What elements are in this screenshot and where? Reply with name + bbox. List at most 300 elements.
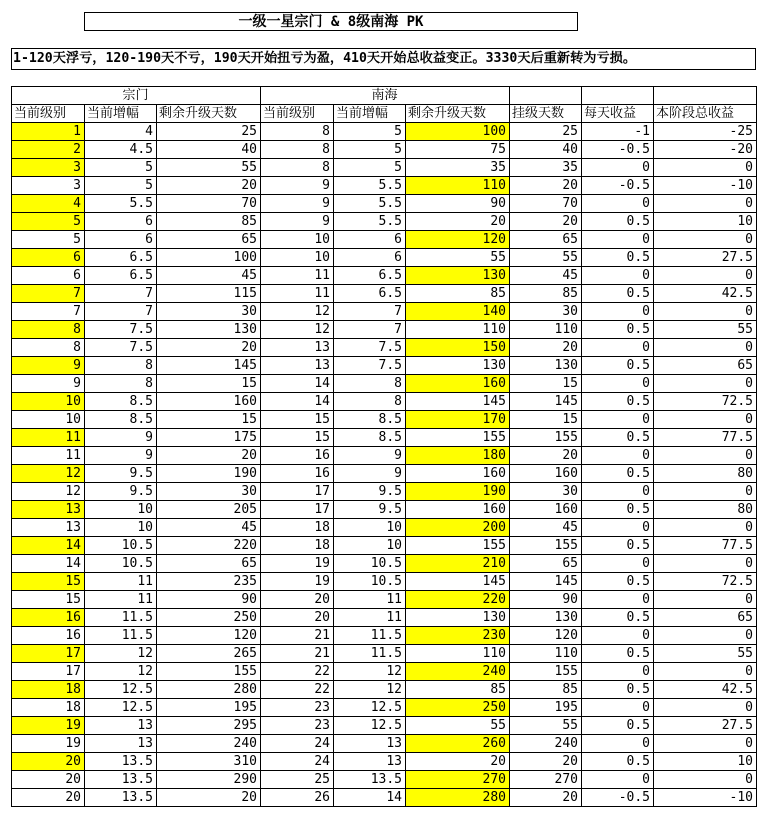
table-cell[interactable]: 7: [334, 303, 406, 321]
column-header-5[interactable]: 剩余升级天数: [406, 105, 510, 123]
table-cell[interactable]: 15: [12, 591, 85, 609]
table-cell[interactable]: 9.5: [334, 501, 406, 519]
table-cell[interactable]: 11.5: [334, 645, 406, 663]
table-cell[interactable]: 0: [654, 555, 757, 573]
column-header-7[interactable]: 每天收益: [582, 105, 654, 123]
table-cell[interactable]: 11: [85, 573, 157, 591]
table-cell[interactable]: 75: [406, 141, 510, 159]
table-cell[interactable]: 14: [261, 393, 334, 411]
table-cell[interactable]: 11: [12, 429, 85, 447]
table-cell[interactable]: 40: [510, 141, 582, 159]
table-cell[interactable]: 210: [406, 555, 510, 573]
table-cell[interactable]: 10: [261, 231, 334, 249]
table-cell[interactable]: 8: [334, 375, 406, 393]
table-cell[interactable]: 20: [510, 177, 582, 195]
table-cell[interactable]: 7: [85, 285, 157, 303]
table-cell[interactable]: 0: [582, 411, 654, 429]
table-cell[interactable]: 0: [654, 699, 757, 717]
table-cell[interactable]: 20: [261, 609, 334, 627]
table-cell[interactable]: 20: [510, 447, 582, 465]
table-cell[interactable]: 155: [157, 663, 261, 681]
table-cell[interactable]: 16: [261, 447, 334, 465]
table-cell[interactable]: 0: [582, 267, 654, 285]
table-cell[interactable]: 20: [406, 753, 510, 771]
table-cell[interactable]: 11.5: [85, 627, 157, 645]
table-cell[interactable]: 280: [157, 681, 261, 699]
table-cell[interactable]: 55: [654, 321, 757, 339]
table-cell[interactable]: 17: [261, 483, 334, 501]
table-cell[interactable]: 110: [406, 645, 510, 663]
table-cell[interactable]: 0: [582, 735, 654, 753]
table-cell[interactable]: 19: [261, 573, 334, 591]
table-cell[interactable]: 30: [157, 483, 261, 501]
table-cell[interactable]: 6.5: [334, 285, 406, 303]
table-cell[interactable]: 0.5: [582, 573, 654, 591]
table-cell[interactable]: 155: [406, 429, 510, 447]
table-cell[interactable]: 0.5: [582, 501, 654, 519]
table-cell[interactable]: 10.5: [334, 555, 406, 573]
table-cell[interactable]: 7.5: [334, 339, 406, 357]
table-cell[interactable]: 0: [654, 771, 757, 789]
table-cell[interactable]: 0.5: [582, 429, 654, 447]
table-cell[interactable]: 0.5: [582, 681, 654, 699]
group-sect-header[interactable]: 宗门: [12, 87, 261, 105]
table-cell[interactable]: 55: [406, 717, 510, 735]
table-cell[interactable]: 20: [157, 447, 261, 465]
table-cell[interactable]: -0.5: [582, 789, 654, 807]
table-cell[interactable]: 18: [261, 537, 334, 555]
table-cell[interactable]: 15: [261, 429, 334, 447]
table-cell[interactable]: 16: [261, 465, 334, 483]
table-cell[interactable]: 155: [510, 537, 582, 555]
table-cell[interactable]: 145: [510, 573, 582, 591]
table-cell[interactable]: 6: [85, 231, 157, 249]
table-cell[interactable]: 9: [12, 357, 85, 375]
table-cell[interactable]: 0: [654, 627, 757, 645]
table-cell[interactable]: 130: [406, 357, 510, 375]
table-cell[interactable]: 110: [510, 645, 582, 663]
table-cell[interactable]: 22: [261, 681, 334, 699]
table-cell[interactable]: 130: [510, 357, 582, 375]
table-cell[interactable]: 0: [654, 195, 757, 213]
table-cell[interactable]: 55: [654, 645, 757, 663]
table-cell[interactable]: 5.5: [85, 195, 157, 213]
table-cell[interactable]: 3: [12, 177, 85, 195]
table-cell[interactable]: 10: [334, 519, 406, 537]
table-cell[interactable]: 27.5: [654, 249, 757, 267]
table-cell[interactable]: 14: [12, 537, 85, 555]
table-cell[interactable]: 7: [334, 321, 406, 339]
table-cell[interactable]: 120: [406, 231, 510, 249]
table-cell[interactable]: 230: [406, 627, 510, 645]
table-cell[interactable]: 0.5: [582, 537, 654, 555]
table-cell[interactable]: 30: [510, 303, 582, 321]
group-sea-header[interactable]: 南海: [261, 87, 510, 105]
table-cell[interactable]: 13: [261, 357, 334, 375]
table-cell[interactable]: 0.5: [582, 717, 654, 735]
table-cell[interactable]: 0.5: [582, 645, 654, 663]
table-cell[interactable]: 1: [12, 123, 85, 141]
table-cell[interactable]: 5: [334, 141, 406, 159]
table-cell[interactable]: -10: [654, 789, 757, 807]
table-cell[interactable]: 120: [157, 627, 261, 645]
table-cell[interactable]: 14: [334, 789, 406, 807]
table-cell[interactable]: 10.5: [85, 537, 157, 555]
table-cell[interactable]: 0.5: [582, 213, 654, 231]
table-cell[interactable]: 20: [157, 789, 261, 807]
table-cell[interactable]: 19: [261, 555, 334, 573]
table-cell[interactable]: 55: [510, 717, 582, 735]
table-cell[interactable]: 190: [157, 465, 261, 483]
table-cell[interactable]: 6.5: [85, 267, 157, 285]
table-cell[interactable]: 7.5: [85, 321, 157, 339]
table-cell[interactable]: 70: [157, 195, 261, 213]
table-cell[interactable]: 40: [157, 141, 261, 159]
column-header-3[interactable]: 当前级别: [261, 105, 334, 123]
table-cell[interactable]: 145: [406, 393, 510, 411]
table-cell[interactable]: 85: [510, 681, 582, 699]
table-cell[interactable]: 280: [406, 789, 510, 807]
table-cell[interactable]: 11: [334, 609, 406, 627]
table-cell[interactable]: 65: [157, 555, 261, 573]
table-cell[interactable]: 11.5: [334, 627, 406, 645]
table-cell[interactable]: 12.5: [334, 717, 406, 735]
table-cell[interactable]: 8.5: [334, 411, 406, 429]
table-cell[interactable]: 16: [12, 609, 85, 627]
table-cell[interactable]: 235: [157, 573, 261, 591]
table-cell[interactable]: 8: [261, 123, 334, 141]
table-cell[interactable]: 160: [510, 465, 582, 483]
table-cell[interactable]: 22: [261, 663, 334, 681]
table-cell[interactable]: 0: [582, 699, 654, 717]
sheet-title[interactable]: 一级一星宗门 & 8级南海 PK: [84, 12, 578, 31]
table-cell[interactable]: 20: [510, 753, 582, 771]
table-cell[interactable]: 20: [510, 213, 582, 231]
table-cell[interactable]: 65: [654, 357, 757, 375]
table-cell[interactable]: 5.5: [334, 213, 406, 231]
table-cell[interactable]: 11: [261, 285, 334, 303]
table-cell[interactable]: 19: [12, 735, 85, 753]
table-cell[interactable]: 9: [261, 213, 334, 231]
table-cell[interactable]: 80: [654, 465, 757, 483]
column-header-2[interactable]: 剩余升级天数: [157, 105, 261, 123]
table-cell[interactable]: 12: [261, 303, 334, 321]
table-cell[interactable]: 13: [261, 339, 334, 357]
table-cell[interactable]: 110: [510, 321, 582, 339]
table-cell[interactable]: 0: [654, 735, 757, 753]
table-cell[interactable]: 250: [157, 609, 261, 627]
table-cell[interactable]: 0: [654, 303, 757, 321]
table-cell[interactable]: 0: [582, 447, 654, 465]
table-cell[interactable]: 12: [12, 465, 85, 483]
table-cell[interactable]: 155: [510, 663, 582, 681]
table-cell[interactable]: 10: [261, 249, 334, 267]
table-cell[interactable]: 17: [12, 645, 85, 663]
table-cell[interactable]: 10: [12, 393, 85, 411]
table-cell[interactable]: 150: [406, 339, 510, 357]
table-cell[interactable]: -10: [654, 177, 757, 195]
table-cell[interactable]: 220: [406, 591, 510, 609]
table-cell[interactable]: 9: [261, 195, 334, 213]
table-cell[interactable]: 15: [510, 375, 582, 393]
table-cell[interactable]: 15: [12, 573, 85, 591]
table-cell[interactable]: 85: [406, 681, 510, 699]
table-cell[interactable]: 9: [85, 429, 157, 447]
table-cell[interactable]: 145: [406, 573, 510, 591]
table-cell[interactable]: 240: [157, 735, 261, 753]
table-cell[interactable]: 8.5: [334, 429, 406, 447]
table-cell[interactable]: 0: [582, 159, 654, 177]
table-cell[interactable]: 110: [406, 321, 510, 339]
table-cell[interactable]: 9: [12, 375, 85, 393]
table-cell[interactable]: 12: [12, 483, 85, 501]
table-cell[interactable]: 5: [12, 213, 85, 231]
table-cell[interactable]: -1: [582, 123, 654, 141]
table-cell[interactable]: 45: [510, 267, 582, 285]
table-cell[interactable]: 5: [85, 177, 157, 195]
table-cell[interactable]: 80: [654, 501, 757, 519]
table-cell[interactable]: 30: [510, 483, 582, 501]
table-cell[interactable]: 250: [406, 699, 510, 717]
table-cell[interactable]: 13: [334, 735, 406, 753]
table-cell[interactable]: 90: [406, 195, 510, 213]
table-cell[interactable]: 13.5: [334, 771, 406, 789]
table-cell[interactable]: 30: [157, 303, 261, 321]
table-cell[interactable]: 0: [654, 483, 757, 501]
table-cell[interactable]: 0: [654, 663, 757, 681]
table-cell[interactable]: 18: [12, 681, 85, 699]
table-cell[interactable]: 130: [510, 609, 582, 627]
table-cell[interactable]: 23: [261, 717, 334, 735]
table-cell[interactable]: 155: [406, 537, 510, 555]
table-cell[interactable]: 24: [261, 753, 334, 771]
table-cell[interactable]: 12: [334, 681, 406, 699]
table-cell[interactable]: 20: [12, 753, 85, 771]
table-cell[interactable]: 21: [261, 645, 334, 663]
table-cell[interactable]: 8: [334, 393, 406, 411]
table-cell[interactable]: 5: [334, 123, 406, 141]
table-cell[interactable]: -0.5: [582, 177, 654, 195]
table-cell[interactable]: 14: [261, 375, 334, 393]
table-cell[interactable]: 6: [85, 213, 157, 231]
table-cell[interactable]: 0: [654, 159, 757, 177]
table-cell[interactable]: 160: [406, 501, 510, 519]
table-cell[interactable]: 19: [12, 717, 85, 735]
table-cell[interactable]: 0: [582, 591, 654, 609]
table-cell[interactable]: 65: [654, 609, 757, 627]
table-cell[interactable]: 85: [157, 213, 261, 231]
table-cell[interactable]: 8.5: [85, 393, 157, 411]
table-cell[interactable]: 12.5: [85, 699, 157, 717]
table-cell[interactable]: 0: [582, 375, 654, 393]
table-cell[interactable]: 85: [406, 285, 510, 303]
table-cell[interactable]: 17: [12, 663, 85, 681]
table-cell[interactable]: 16: [12, 627, 85, 645]
table-cell[interactable]: 0: [582, 231, 654, 249]
table-cell[interactable]: 11: [12, 447, 85, 465]
table-cell[interactable]: 140: [406, 303, 510, 321]
table-cell[interactable]: 295: [157, 717, 261, 735]
table-cell[interactable]: 220: [157, 537, 261, 555]
table-cell[interactable]: 13: [12, 501, 85, 519]
table-cell[interactable]: 2: [12, 141, 85, 159]
table-cell[interactable]: 42.5: [654, 285, 757, 303]
table-cell[interactable]: 180: [406, 447, 510, 465]
table-cell[interactable]: -0.5: [582, 141, 654, 159]
table-cell[interactable]: 5: [85, 159, 157, 177]
table-cell[interactable]: 0.5: [582, 609, 654, 627]
table-cell[interactable]: 65: [510, 231, 582, 249]
table-cell[interactable]: 9.5: [85, 465, 157, 483]
table-cell[interactable]: 45: [157, 519, 261, 537]
table-cell[interactable]: 115: [157, 285, 261, 303]
table-cell[interactable]: 0: [654, 591, 757, 609]
table-cell[interactable]: 23: [261, 699, 334, 717]
table-cell[interactable]: 20: [157, 177, 261, 195]
table-cell[interactable]: 42.5: [654, 681, 757, 699]
table-cell[interactable]: 160: [406, 465, 510, 483]
column-header-0[interactable]: 当前级别: [12, 105, 85, 123]
table-cell[interactable]: 65: [510, 555, 582, 573]
table-cell[interactable]: 190: [406, 483, 510, 501]
table-cell[interactable]: 14: [12, 555, 85, 573]
table-cell[interactable]: 8: [261, 141, 334, 159]
table-cell[interactable]: 265: [157, 645, 261, 663]
table-cell[interactable]: 120: [510, 627, 582, 645]
table-cell[interactable]: 8: [12, 339, 85, 357]
table-cell[interactable]: 20: [157, 339, 261, 357]
table-cell[interactable]: 15: [510, 411, 582, 429]
table-cell[interactable]: 77.5: [654, 429, 757, 447]
table-cell[interactable]: 10.5: [85, 555, 157, 573]
table-cell[interactable]: 130: [406, 609, 510, 627]
table-cell[interactable]: 13.5: [85, 753, 157, 771]
table-cell[interactable]: 55: [157, 159, 261, 177]
table-cell[interactable]: 25: [157, 123, 261, 141]
table-cell[interactable]: 4: [12, 195, 85, 213]
table-cell[interactable]: 9: [261, 177, 334, 195]
table-cell[interactable]: 11: [85, 591, 157, 609]
table-cell[interactable]: 0: [582, 483, 654, 501]
table-cell[interactable]: 195: [510, 699, 582, 717]
table-cell[interactable]: 55: [510, 249, 582, 267]
table-cell[interactable]: 5.5: [334, 177, 406, 195]
table-cell[interactable]: 6: [12, 267, 85, 285]
table-cell[interactable]: 6.5: [334, 267, 406, 285]
table-cell[interactable]: 15: [261, 411, 334, 429]
table-cell[interactable]: 0: [654, 447, 757, 465]
table-cell[interactable]: 0.5: [582, 753, 654, 771]
table-cell[interactable]: 0: [654, 375, 757, 393]
table-cell[interactable]: 310: [157, 753, 261, 771]
table-cell[interactable]: 5.5: [334, 195, 406, 213]
table-cell[interactable]: 9.5: [85, 483, 157, 501]
table-cell[interactable]: 0: [654, 339, 757, 357]
table-cell[interactable]: 8.5: [85, 411, 157, 429]
table-cell[interactable]: 8: [12, 321, 85, 339]
table-cell[interactable]: 9: [85, 447, 157, 465]
table-cell[interactable]: 175: [157, 429, 261, 447]
table-cell[interactable]: 130: [406, 267, 510, 285]
table-cell[interactable]: 160: [406, 375, 510, 393]
table-cell[interactable]: 70: [510, 195, 582, 213]
table-cell[interactable]: 0.5: [582, 285, 654, 303]
table-cell[interactable]: 10: [85, 501, 157, 519]
table-cell[interactable]: 5: [334, 159, 406, 177]
table-cell[interactable]: 6: [334, 231, 406, 249]
table-cell[interactable]: 10: [334, 537, 406, 555]
table-cell[interactable]: 65: [157, 231, 261, 249]
table-cell[interactable]: -20: [654, 141, 757, 159]
table-cell[interactable]: 110: [406, 177, 510, 195]
table-cell[interactable]: 130: [157, 321, 261, 339]
table-cell[interactable]: 15: [157, 375, 261, 393]
table-cell[interactable]: 27.5: [654, 717, 757, 735]
table-cell[interactable]: 12: [85, 663, 157, 681]
table-cell[interactable]: 20: [406, 213, 510, 231]
table-cell[interactable]: 11: [334, 591, 406, 609]
empty-cell[interactable]: [654, 87, 757, 105]
table-cell[interactable]: 240: [510, 735, 582, 753]
table-cell[interactable]: 145: [510, 393, 582, 411]
table-cell[interactable]: 26: [261, 789, 334, 807]
table-cell[interactable]: 20: [12, 789, 85, 807]
table-cell[interactable]: 145: [157, 357, 261, 375]
table-cell[interactable]: 35: [406, 159, 510, 177]
table-cell[interactable]: 8: [261, 159, 334, 177]
table-cell[interactable]: 12: [261, 321, 334, 339]
table-cell[interactable]: 10: [12, 411, 85, 429]
table-cell[interactable]: 0: [582, 663, 654, 681]
table-cell[interactable]: 77.5: [654, 537, 757, 555]
table-cell[interactable]: 0: [582, 303, 654, 321]
table-cell[interactable]: 0: [582, 519, 654, 537]
table-cell[interactable]: 0.5: [582, 465, 654, 483]
table-cell[interactable]: 13.5: [85, 789, 157, 807]
table-cell[interactable]: 12: [334, 663, 406, 681]
table-cell[interactable]: 45: [510, 519, 582, 537]
table-cell[interactable]: 6: [334, 249, 406, 267]
table-cell[interactable]: 72.5: [654, 393, 757, 411]
table-cell[interactable]: 170: [406, 411, 510, 429]
table-cell[interactable]: 6.5: [85, 249, 157, 267]
table-cell[interactable]: 20: [510, 789, 582, 807]
empty-cell[interactable]: [510, 87, 582, 105]
table-cell[interactable]: 13: [85, 735, 157, 753]
table-cell[interactable]: 13: [12, 519, 85, 537]
table-cell[interactable]: 7: [12, 285, 85, 303]
table-cell[interactable]: 45: [157, 267, 261, 285]
table-cell[interactable]: 0: [582, 771, 654, 789]
table-cell[interactable]: -25: [654, 123, 757, 141]
table-cell[interactable]: 12.5: [85, 681, 157, 699]
table-cell[interactable]: 20: [12, 771, 85, 789]
table-cell[interactable]: 200: [406, 519, 510, 537]
table-cell[interactable]: 100: [157, 249, 261, 267]
table-cell[interactable]: 3: [12, 159, 85, 177]
table-cell[interactable]: 17: [261, 501, 334, 519]
table-cell[interactable]: 7.5: [334, 357, 406, 375]
table-cell[interactable]: 240: [406, 663, 510, 681]
table-cell[interactable]: 260: [406, 735, 510, 753]
table-cell[interactable]: 9: [334, 465, 406, 483]
table-cell[interactable]: 13.5: [85, 771, 157, 789]
table-cell[interactable]: 0: [582, 555, 654, 573]
table-cell[interactable]: 0: [654, 519, 757, 537]
table-cell[interactable]: 155: [510, 429, 582, 447]
table-cell[interactable]: 25: [261, 771, 334, 789]
table-cell[interactable]: 7: [85, 303, 157, 321]
